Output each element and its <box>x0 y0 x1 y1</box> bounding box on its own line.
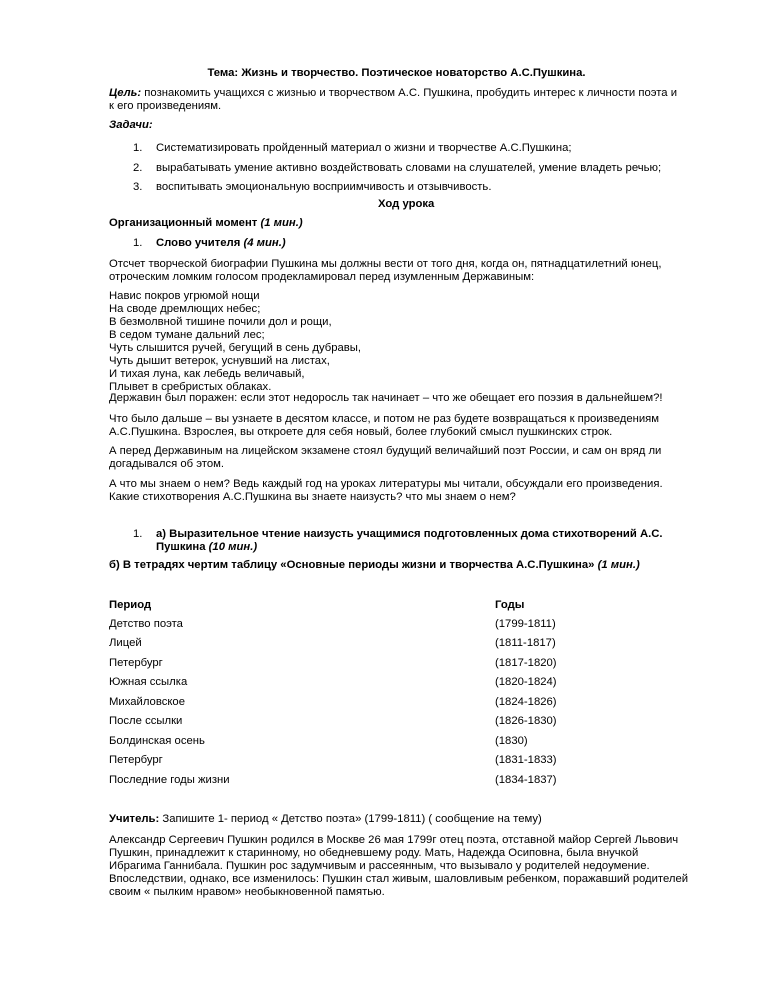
step-table-label: б) В тетрадях чертим таблицу «Основные периоды жизни и творчества А.С.Пушкина» <box>109 559 598 571</box>
task-number: 1. <box>133 142 143 154</box>
period-cell: Болдинская осень <box>109 735 205 747</box>
step-time: (1 мин.) <box>597 559 640 571</box>
step-label: а) Выразительное чтение наизусть учащимися подготовленных дома стихотворений А.С. <box>156 528 663 540</box>
years-cell: (1811-1817) <box>495 637 556 649</box>
poem-line: И тихая луна, как лебедь величавый, <box>109 368 305 380</box>
bio-line: Ибрагима Ганнибала. Пушкин рос задумчивым и рассеянным, что вызывало у родителей недоумение. <box>109 860 650 872</box>
period-cell: Южная ссылка <box>109 676 188 688</box>
derzhavin-paragraph: Державин был поражен: если этот недоросль так начинает – что же обещает его поэзия в дальнейшем?! <box>109 392 663 404</box>
column-header-period: Период <box>109 599 152 611</box>
period-cell: Последние годы жизни <box>109 774 230 786</box>
years-cell: (1831-1833) <box>495 754 557 766</box>
step-label-cont: Пушкина <box>156 541 209 553</box>
intro-paragraph: Отсчет творческой биографии Пушкина мы должны вести от того дня, когда он, пятнадцатилетний юнец, отроческим ломким голосом продекламировал перед изумленным Державиным: <box>109 258 662 283</box>
step-time: (10 мин.) <box>208 541 258 553</box>
poem-line: В седом тумане дальний лес; <box>109 329 265 341</box>
bio-line: своим « пылким нравом» необыкновенной памятью. <box>109 886 385 898</box>
step-table-task <box>109 559 640 572</box>
period-cell: Петербург <box>109 657 163 669</box>
org-moment-time: (1 мин.) <box>260 217 303 229</box>
poem-line: В безмолвной тишине почили дол и рощи, <box>109 316 332 328</box>
teacher-label: Учитель: <box>109 813 160 825</box>
teacher-instruction <box>109 813 542 826</box>
period-cell: Петербург <box>109 754 163 766</box>
poem-line: Чуть слышится ручей, бегущий в сень дубравы, <box>109 342 362 354</box>
tasks-label: Задачи: <box>109 119 153 131</box>
goal-text: познакомить учащихся с жизнью и творчеством А.С. Пушкина, пробудить интерес к личности поэта и к его произведениям. <box>109 87 678 112</box>
task-text: вырабатывать умение активно воздействовать словами на слушателей, умение владеть речью; <box>156 162 662 174</box>
years-cell: (1799-1811) <box>495 618 556 630</box>
column-header-years: Годы <box>495 599 525 611</box>
exam-paragraph: А перед Державиным на лицейском экзамене стоял будущий величайший поэт России, и сам он вряд ли догадывался об этом. <box>109 445 662 470</box>
teacher-text: Запишите 1- период « Детство поэта» (1799-1811) ( сообщение на тему) <box>159 813 542 825</box>
goal-label: Цель: <box>109 87 142 99</box>
document-title: Тема: Жизнь и творчество. Поэтическое новаторство А.С.Пушкина. <box>207 67 586 79</box>
step-label: Слово учителя <box>156 237 244 249</box>
period-cell: Детство поэта <box>109 618 183 630</box>
years-cell: (1824-1826) <box>495 696 557 708</box>
step-number: 1. <box>133 237 143 249</box>
period-cell: Михайловское <box>109 696 185 708</box>
poem-line: На своде дремлющих небес; <box>109 303 261 315</box>
period-cell: После ссылки <box>109 715 183 727</box>
years-cell: (1826-1830) <box>495 715 557 727</box>
task-number: 2. <box>133 162 143 174</box>
org-moment-label: Организационный момент <box>109 217 261 229</box>
org-moment-heading <box>109 217 303 230</box>
poem <box>109 290 361 394</box>
task-number: 3. <box>133 181 143 193</box>
task-text: воспитывать эмоциональную восприимчивость и отзывчивость. <box>156 181 492 193</box>
bio-line: Пушкин, принадлежит к старинному, но обедневшему роду. Мать, Надежда Осиповна, была внучкой <box>109 847 639 859</box>
next-paragraph: Что было дальше – вы узнаете в десятом классе, и потом не раз будете возвращаться к произведениям А.С.Пушкина. Взрослея, вы откроете для себя новый, более глубокий смысл пушкинских строк. <box>109 413 660 438</box>
poem-line: Навис покров угрюмой нощи <box>109 290 260 302</box>
bio-line: Александр Сергеевич Пушкин родился в Москве 26 мая 1799г отец поэта, отставной майор Сергей Львович <box>109 834 679 846</box>
years-cell: (1820-1824) <box>495 676 557 688</box>
biography-paragraph <box>109 834 688 899</box>
task-text: Систематизировать пройденный материал о жизни и творчестве А.С.Пушкина; <box>156 142 572 154</box>
period-cell: Лицей <box>109 637 142 649</box>
bio-line: Впоследствии, однако, все изменилось: Пушкин стал живым, шаловливым ребенком, поражавший родителей <box>109 873 689 885</box>
poem-line: Плывет в сребристых облаках. <box>109 381 272 393</box>
poem-line: Чуть дышит ветерок, уснувший на листах, <box>109 355 330 367</box>
years-cell: (1830) <box>495 735 528 747</box>
question-paragraph: А что мы знаем о нем? Ведь каждый год на уроках литературы мы читали, обсуждали его произведения. Какие стихотворения А.С.Пушкина вы знаете наизусть? что мы знаем о нем? <box>109 478 663 503</box>
step-number: 1. <box>133 528 143 540</box>
years-cell: (1817-1820) <box>495 657 557 669</box>
years-cell: (1834-1837) <box>495 774 557 786</box>
lesson-heading: Ход урока <box>378 198 435 210</box>
step-time: (4 мин.) <box>243 237 286 249</box>
goal-paragraph <box>109 87 684 113</box>
